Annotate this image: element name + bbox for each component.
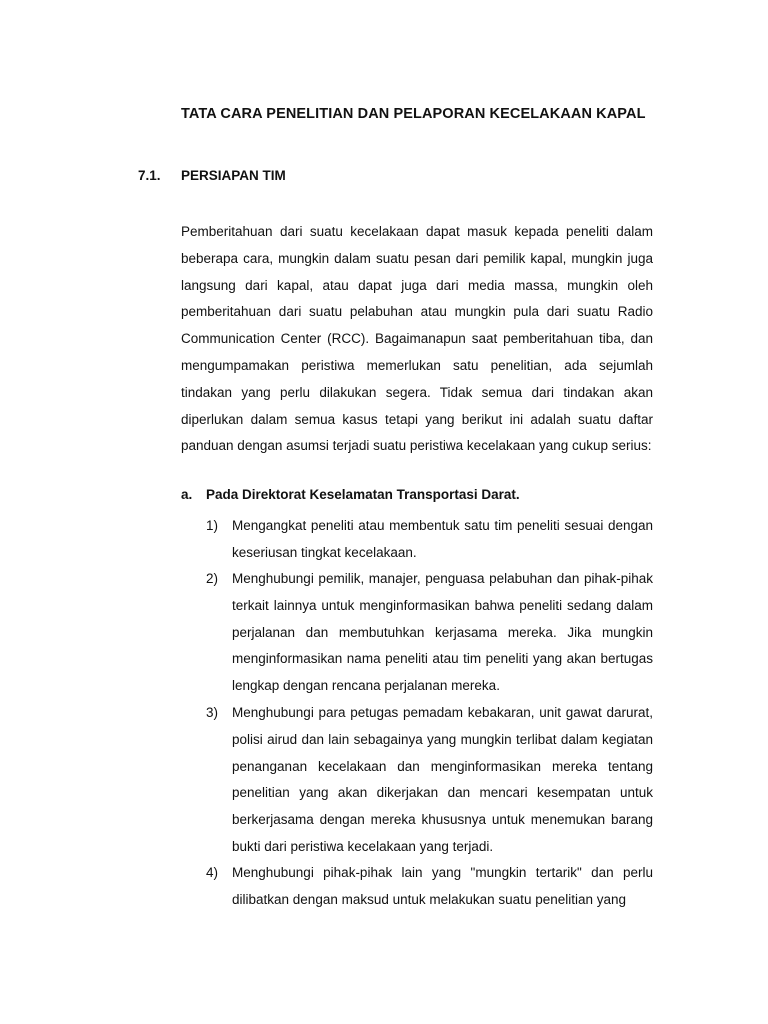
list-item-number: 1) [206,518,219,533]
list-item-text: Mengangkat peneliti atau membentuk satu tim peneliti sesuai dengan keseriusan tingkat kecelakaan. [232,518,653,560]
list-item-text: Menghubungi para petugas pemadam kebakaran, unit gawat darurat, polisi airud dan lain sebagainya yang mungkin terlibat dalam kegiatan penanganan kecelakaan dan menginformasikan mereka tentang penelitian yang akan dikerjakan dan mencari kesempatan untuk berkerjasama dengan mereka khususnya untuk menemukan barang bukti dari peristiwa kecelakaan yang terjadi. [232,705,653,854]
list-item-number: 4) [206,865,219,880]
list-item-number: 3) [206,705,219,720]
subsection-heading [181,487,520,502]
section-title: PERSIAPAN TIM [181,168,286,183]
subsection-letter: a. [181,487,193,502]
list-item-text: Menghubungi pihak-pihak lain yang "mungkin tertarik" dan perlu dilibatkan dengan maksud untuk melakukan suatu penelitian yang [232,865,653,907]
intro-paragraph: Pemberitahuan dari suatu kecelakaan dapat masuk kepada peneliti dalam beberapa cara, mungkin dalam suatu pesan dari pemilik kapal, mungkin juga langsung dari kapal, atau dapat juga dari media massa, mungkin oleh pemberitahuan dari suatu pelabuhan atau mungkin pula dari suatu Radio Communication Center (RCC). Bagaimanapun saat pemberitahuan tiba, dan mengumpamakan peristiwa memerlukan satu penelitian, ada sejumlah tindakan yang perlu dilakukan segera. Tidak semua dari tindakan akan diperlukan dalam semua kasus tetapi yang berikut ini adalah suatu daftar panduan dengan asumsi terjadi suatu peristiwa kecelakaan yang cukup serius: [181,224,653,454]
subsection-title: Pada Direktorat Keselamatan Transportasi Darat. [206,487,520,502]
list-item [206,700,653,861]
list-item [206,860,653,914]
document-title: TATA CARA PENELITIAN DAN PELAPORAN KECELAKAAN KAPAL [181,106,646,122]
section-number: 7.1. [138,168,161,183]
list-item-text: Menghubungi pemilik, manajer, penguasa pelabuhan dan pihak-pihak terkait lainnya untuk menginformasikan bahwa peneliti sedang dalam perjalanan dan membutuhkan kerjasama mereka. Jika mungkin menginformasikan nama peneliti atau tim peneliti yang akan bertugas lengkap dengan rencana perjalanan mereka. [232,571,653,694]
list-item-number: 2) [206,571,219,586]
list-item [206,566,653,700]
list-item [206,513,653,567]
